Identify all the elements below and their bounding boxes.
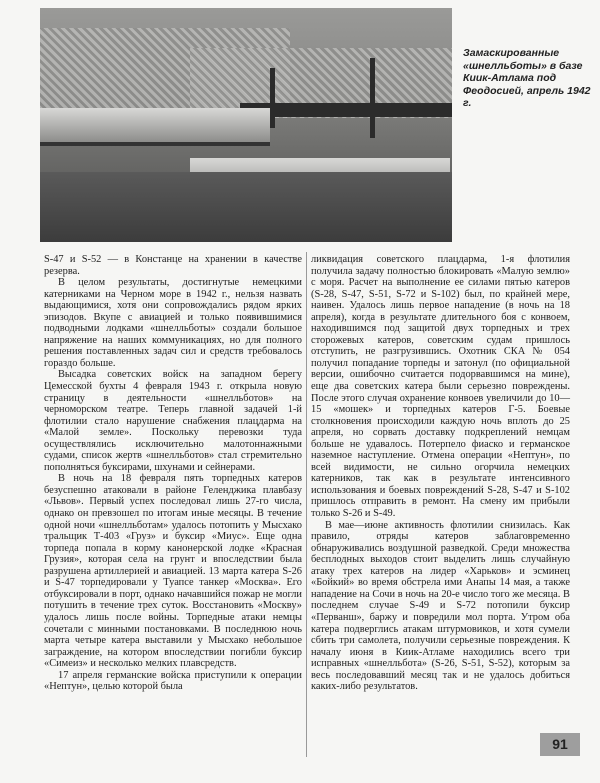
- photo-camouflaged-boats: [40, 8, 452, 242]
- paragraph: В мае—июне активность флотилии снизилась. Как правило, отряды катеров заблаговременно обнаруживались воздушной разведкой. Среди множества бесплодных выходов стоит выделить лишь случайную атаку трех катеров на лидер «Харьков» и эсминец «Бойкий» во время обстрела ими Анапы 14 мая, а также нападение на Сочи в ночь на 20-е число того же месяца. В последнем случае S-49 и S-72 потопили буксир «Перванш», баржу и повредили мол порта. Утром оба катера подверглись атакам штурмовиков, и хотя сумели сбить три самолета, получили серьезные повреждения. К началу июня в Киик-Атламе находились всего три исправных «шнелльбота» (S-26, S-51, S-52), которым за весь последовавший месяц так и не удалось добиться каких-либо результатов.: [311, 519, 570, 693]
- photo-caption: Замаскированные «шнелльботы» в базе Киик-Атлама под Феодосией, апрель 1942 г.: [463, 47, 591, 109]
- paragraph: S-47 и S-52 — в Констанце на хранении в качестве резерва.: [44, 254, 302, 277]
- pier-post: [370, 58, 375, 138]
- paragraph: В ночь на 18 февраля пять торпедных катеров безуспешно атаковали в районе Геленджика плавбазу «Львов». Первый успех последовал лишь 27-го числа, однако он превзошел по итогам иные месяцы. В течение одной ночи «шнелльботам» удалось потопить у Мысхако тральщик Т-403 «Груз» и буксир «Миус». Еще одна торпеда попала в корму канонерской лодке «Красная Грузия», которая села на грунт и впоследствии была разрушена артиллерией и авиацией. 13 марта катера S-26 и S-47 торпедировали у Туапсе танкер «Москва». Его отбуксировали в порт, однако начавшийся пожар не могли потушить в течение трех суток. Восстановить «Москву» удалось лишь после войны. Торпедные атаки немцы сочетали с минными постановками. В последнюю ночь марта четыре катера выставили у Мысхако небольшое заграждение, на котором впоследствии погибли буксир «Симеиз» и несколько мелких плавсредств.: [44, 473, 302, 670]
- paragraph: В целом результаты, достигнутые немецкими катерниками на Черном море в 1942 г., нельзя назвать выдающимися, хотя они сопровождались рядом ярких эпизодов. Вкупе с авиацией и только появившимися подводными лодками «шнелльботы» создали большое напряжение на наших коммуникациях, но для полного решения поставленных задач сил и средств требовалось гораздо больше.: [44, 277, 302, 369]
- paragraph: ликвидация советского плацдарма, 1-я флотилия получила задачу полностью блокировать «Малую землю» с моря. Расчет на выполнение ее силами пятью катеров (S-28, S-47, S-51, S-72 и S-102) был, по крайней мере, наивен. Удалось лишь первое нападение (в ночь на 18 апреля), когда в результате длительного боя с конвоем, находившимся под защитой двух торпедных и трех сторожевых катеров, советским судам пришлось отступить, не разгрузившись. Охотник СКА № 054 получил попадание торпеды и затонул (по официальной версии, ошибочно считается подорвавшимся на мине), еще два советских катера были серьезно повреждены. После этого случая охранение конвоев увеличили до 10—15 «мошек» и торпедных катеров Г-5. Боевые столкновения происходили каждую ночь вплоть до 25 апреля, но сорвать доставку подкреплений немцам больше не удавалось. Потерпело фиаско и германское наземное наступление. Отмена операции «Нептун», по всей видимости, не сильно огорчила немецких катерников, так как в результате интенсивного использования и боевых повреждений S-28, S-47 и S-102 пришлось отправить в ремонт. На смену им прибыли только S-26 и S-49.: [311, 254, 570, 520]
- paragraph: 17 апреля германские войска приступили к операции «Нептун», целью которой была: [44, 669, 302, 693]
- water: [40, 172, 452, 242]
- page-number: 91: [540, 733, 580, 756]
- paragraph: Высадка советских войск на западном берегу Цемесской бухты 4 февраля 1943 г. открыла новую страницу в деятельности «шнелльботов» на черноморском театре. Теперь главной задачей 1-й флотилии стало нарушение снабжения плацдарма на «Малой земле». Поскольку перевозки туда осуществлялись исключительно малотоннажными судами, список жертв «шнелльботов» стал стремительно пополняться буксирами, шхунами и сейнерами.: [44, 369, 302, 473]
- text-column-right: [311, 254, 570, 693]
- pier: [240, 103, 452, 117]
- pier-post: [270, 68, 275, 128]
- boat: [40, 108, 270, 146]
- text-column-left: [44, 254, 302, 693]
- column-divider: [306, 252, 307, 757]
